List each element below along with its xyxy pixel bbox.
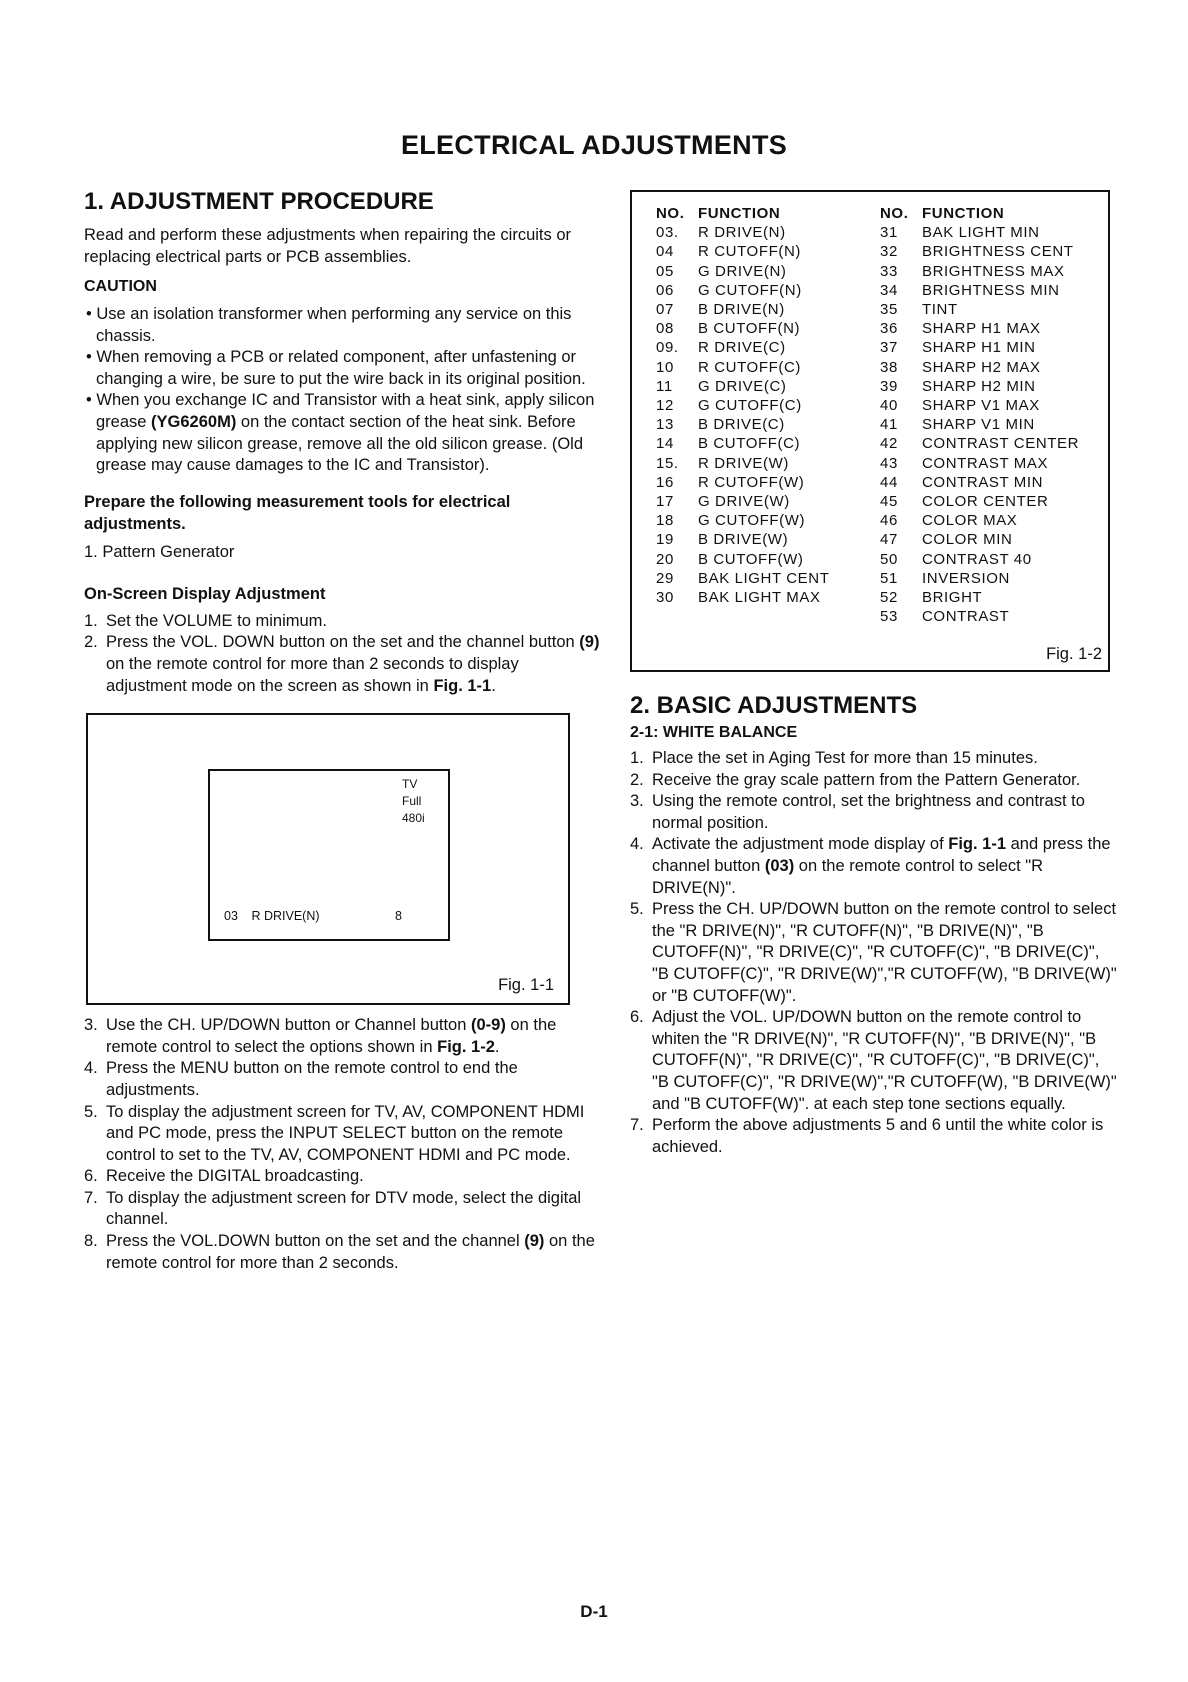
function-label: BAK LIGHT MIN <box>922 224 1040 242</box>
function-column-2 <box>880 204 1079 626</box>
tv-screen-diagram <box>208 769 450 941</box>
figure-1-1 <box>86 713 570 1005</box>
function-number: 35 <box>880 301 898 319</box>
function-label: G CUTOFF(C) <box>698 397 802 415</box>
tv-info: TV Full 480i <box>402 777 425 826</box>
table-row <box>656 588 829 607</box>
function-label: COLOR MIN <box>922 531 1013 549</box>
table-row <box>880 358 1079 377</box>
function-number: 30 <box>656 589 674 607</box>
wb-step: 7. Perform the above adjustments 5 and 6 until the white color is achieved. <box>630 1116 1104 1156</box>
table-row <box>880 454 1079 473</box>
function-number: 12 <box>656 397 674 415</box>
function-number: 34 <box>880 281 898 299</box>
function-label: CONTRAST 40 <box>922 550 1032 568</box>
section1-intro: Read and perform these adjustments when repairing the circuits or replacing electrical parts or PCB assemblies. <box>84 226 571 266</box>
table-row <box>656 492 829 511</box>
function-label: B DRIVE(W) <box>698 531 789 549</box>
table-row <box>880 223 1079 242</box>
table-row <box>656 569 829 588</box>
function-number: 14 <box>656 435 674 453</box>
function-label: G DRIVE(W) <box>698 493 790 511</box>
function-label: G CUTOFF(N) <box>698 281 802 299</box>
table-row <box>656 415 829 434</box>
function-label: CONTRAST CENTER <box>922 435 1080 453</box>
table-row <box>880 473 1079 492</box>
wb-step: 5. Press the CH. UP/DOWN button on the remote control to select the "R DRIVE(N)", "R CUTOFF(N)", "B DRIVE(N)", "B CUTOFF(N)", "R DRIVE(C)", "R CUTOFF(C)", "B DRIVE(C)", "B CUTOFF(C)", "R DRIVE(W)","R CUTOFF(W), "B DRIVE(W)" or "B CUTOFF(W)". <box>630 900 1117 1005</box>
table-row <box>656 300 829 319</box>
table-row <box>880 262 1079 281</box>
table-row <box>656 396 829 415</box>
page-number: D-1 <box>580 1602 608 1621</box>
figure-1-2-table <box>630 190 1110 672</box>
osd-readout: 03 R DRIVE(N) 8 <box>224 909 402 924</box>
osd-step: 6. Receive the DIGITAL broadcasting. <box>84 1167 364 1186</box>
function-label: SHARP V1 MAX <box>922 397 1040 415</box>
table-row <box>656 473 829 492</box>
prepare-heading: Prepare the following measurement tools for electrical adjustments. <box>84 492 511 533</box>
table-row <box>656 223 829 242</box>
function-number: 40 <box>880 397 898 415</box>
prepare-item: 1. Pattern Generator <box>84 542 235 561</box>
wb-step: 1. Place the set in Aging Test for more than 15 minutes. <box>630 749 1038 767</box>
function-number: 52 <box>880 589 898 607</box>
function-label: COLOR MAX <box>922 512 1018 530</box>
table-row <box>656 530 829 549</box>
function-label: COLOR CENTER <box>922 493 1049 511</box>
function-label: B CUTOFF(W) <box>698 550 804 568</box>
function-number: 45 <box>880 493 898 511</box>
table-row <box>880 319 1079 338</box>
table-row <box>656 377 829 396</box>
function-label: BRIGHTNESS MAX <box>922 262 1065 280</box>
table-row <box>656 434 829 453</box>
section2-heading: 2. BASIC ADJUSTMENTS <box>630 692 918 719</box>
function-number: 07 <box>656 301 674 319</box>
function-number: 47 <box>880 531 898 549</box>
function-label: B DRIVE(N) <box>698 301 785 319</box>
osd-step: 7. To display the adjustment screen for DTV mode, select the digital channel. <box>84 1188 582 1229</box>
function-number: 29 <box>656 569 674 587</box>
function-number: 16 <box>656 473 674 491</box>
function-label: B CUTOFF(N) <box>698 320 801 338</box>
caution-heading: CAUTION <box>84 278 157 295</box>
page-title: ELECTRICAL ADJUSTMENTS <box>400 130 788 160</box>
function-number: 10 <box>656 358 674 376</box>
table-row <box>880 338 1079 357</box>
function-number: 31 <box>880 224 898 242</box>
left-column <box>84 188 604 1274</box>
caution-item: • When removing a PCB or related component, after unfastening or changing a wire, be sure to put the wire back in its original position. <box>86 348 586 388</box>
osd-step: 1. Set the VOLUME to minimum. <box>84 611 327 630</box>
table-row <box>880 242 1079 261</box>
table-row <box>880 281 1079 300</box>
function-number: 17 <box>656 493 674 511</box>
function-number: 39 <box>880 377 898 395</box>
function-label: SHARP H2 MAX <box>922 358 1041 376</box>
function-label: CONTRAST MIN <box>922 473 1044 491</box>
function-number: 42 <box>880 435 898 453</box>
function-number: 46 <box>880 512 898 530</box>
right-column <box>630 190 1120 1158</box>
function-label: R CUTOFF(W) <box>698 473 805 491</box>
wb-step: 4. Activate the adjustment mode display of Fig. 1-1 and press the channel button (03) on the remote control to select "R DRIVE(N)". <box>630 835 1111 897</box>
table-row <box>880 550 1079 569</box>
wb-step: 6. Adjust the VOL. UP/DOWN button on the remote control to whiten the "R DRIVE(N)", "R CUTOFF(N)", "B DRIVE(N)", "B CUTOFF(N)", "R DRIVE(C)", "R CUTOFF(C)", "B DRIVE(C)", "B CUTOFF(C)", "R DRIVE(W)","R CUTOFF(W), "B DRIVE(W)" and "B CUTOFF(W)". at each step tone sections equally. <box>630 1008 1117 1113</box>
osd-step: 5. To display the adjustment screen for TV, AV, COMPONENT HDMI and PC mode, press the INPUT SELECT button on the remote control to set to the TV, AV, COMPONENT HDMI and PC mode. <box>84 1102 585 1164</box>
function-label: R DRIVE(W) <box>698 454 789 472</box>
table-row <box>656 281 829 300</box>
function-number: 50 <box>880 550 898 568</box>
table-row <box>656 454 829 473</box>
function-number: 09. <box>656 339 679 357</box>
table-row <box>656 511 829 530</box>
table-row <box>656 358 829 377</box>
caution-list <box>84 304 604 477</box>
table-header: NO. FUNCTION <box>656 205 781 222</box>
function-number: 32 <box>880 243 898 261</box>
function-number: 20 <box>656 550 674 568</box>
table-row <box>880 511 1079 530</box>
table-row <box>880 588 1079 607</box>
function-label: BRIGHT <box>922 589 983 607</box>
table-row <box>656 550 829 569</box>
function-label: SHARP H1 MIN <box>922 339 1036 357</box>
function-label: SHARP H2 MIN <box>922 377 1036 395</box>
function-label: SHARP V1 MIN <box>922 416 1035 434</box>
osd-step: 8. Press the VOL.DOWN button on the set and the channel (9) on the remote control for more than 2 seconds. <box>84 1232 595 1272</box>
function-number: 41 <box>880 416 898 434</box>
function-label: R DRIVE(N) <box>698 224 786 242</box>
figure-1-2-caption: Fig. 1-2 <box>1046 645 1102 663</box>
function-number: 44 <box>880 473 898 491</box>
function-number: 53 <box>880 608 898 626</box>
function-number: 05 <box>656 262 674 280</box>
table-row <box>656 338 829 357</box>
function-number: 38 <box>880 358 898 376</box>
osd-heading: On-Screen Display Adjustment <box>84 584 326 603</box>
wb-step: 2. Receive the gray scale pattern from the Pattern Generator. <box>630 770 1081 789</box>
function-label: TINT <box>922 301 958 319</box>
function-label: BAK LIGHT MAX <box>698 589 821 607</box>
function-label: CONTRAST MAX <box>922 454 1049 472</box>
function-label: G DRIVE(C) <box>698 377 787 395</box>
osd-step: 2. Press the VOL. DOWN button on the set and the channel button (9) on the remote control for more than 2 seconds to display adjustment mode on the screen as shown in Fig. 1-1. <box>84 633 600 695</box>
function-number: 06 <box>656 281 674 299</box>
function-label: B CUTOFF(C) <box>698 435 801 453</box>
table-row <box>880 377 1079 396</box>
function-label: R CUTOFF(N) <box>698 243 801 261</box>
wb-step: 3. Using the remote control, set the brightness and contrast to normal position. <box>630 792 1085 832</box>
function-column-1 <box>656 204 829 607</box>
table-row <box>880 607 1079 626</box>
caution-item: • When you exchange IC and Transistor with a heat sink, apply silicon grease (YG6260M) on the contact section of the heat sink. Before applying new silicon grease, remove all the old silicon grease. (Old grease may cause damages to the IC and Transistor). <box>86 391 595 475</box>
white-balance-heading: 2-1: WHITE BALANCE <box>630 724 798 741</box>
table-row <box>656 262 829 281</box>
osd-steps-b <box>84 1015 604 1274</box>
function-label: INVERSION <box>922 569 1010 587</box>
function-label: BRIGHTNESS CENT <box>922 243 1074 261</box>
table-row <box>656 242 829 261</box>
function-number: 03. <box>656 224 679 242</box>
function-label: B DRIVE(C) <box>698 416 785 434</box>
function-label: R CUTOFF(C) <box>698 358 801 376</box>
function-number: 08 <box>656 320 674 338</box>
function-number: 11 <box>656 377 673 395</box>
table-row <box>880 530 1079 549</box>
table-row <box>656 319 829 338</box>
section1-heading: 1. ADJUSTMENT PROCEDURE <box>84 188 434 215</box>
function-label: R DRIVE(C) <box>698 339 786 357</box>
function-number: 18 <box>656 512 674 530</box>
white-balance-steps <box>630 748 1120 1158</box>
function-label: G DRIVE(N) <box>698 262 787 280</box>
table-row <box>880 434 1079 453</box>
function-number: 37 <box>880 339 898 357</box>
function-number: 43 <box>880 454 898 472</box>
table-row <box>880 300 1079 319</box>
figure-1-1-caption: Fig. 1-1 <box>498 976 554 995</box>
function-number: 51 <box>880 569 898 587</box>
function-number: 04 <box>656 243 674 261</box>
function-label: SHARP H1 MAX <box>922 320 1041 338</box>
osd-step: 4. Press the MENU button on the remote control to end the adjustments. <box>84 1059 518 1099</box>
osd-step: 3. Use the CH. UP/DOWN button or Channel button (0-9) on the remote control to select the options shown in Fig. 1-2. <box>84 1016 557 1056</box>
function-number: 13 <box>656 416 674 434</box>
function-label: BAK LIGHT CENT <box>698 569 830 587</box>
function-number: 15. <box>656 454 679 472</box>
function-label: BRIGHTNESS MIN <box>922 281 1060 299</box>
caution-item: • Use an isolation transformer when performing any service on this chassis. <box>86 305 572 345</box>
function-label: CONTRAST <box>922 608 1010 626</box>
table-row <box>880 396 1079 415</box>
osd-steps-a <box>84 611 604 697</box>
table-header: NO. FUNCTION <box>880 205 1005 222</box>
table-row <box>880 492 1079 511</box>
function-label: G CUTOFF(W) <box>698 512 806 530</box>
table-row <box>880 415 1079 434</box>
table-row <box>880 569 1079 588</box>
function-number: 19 <box>656 531 674 549</box>
function-number: 33 <box>880 262 898 280</box>
function-number: 36 <box>880 320 898 338</box>
